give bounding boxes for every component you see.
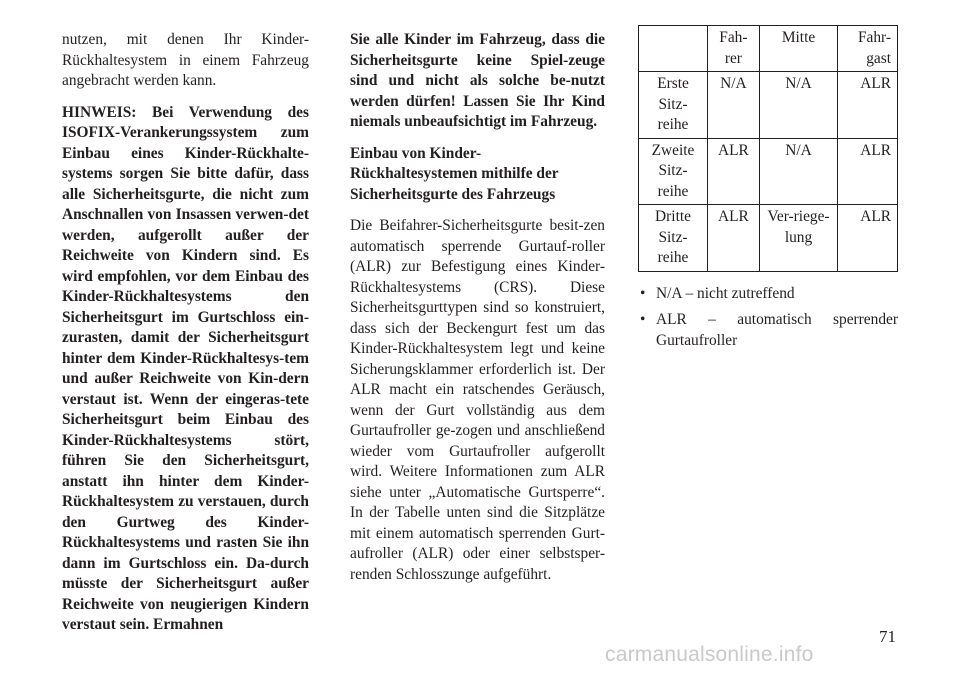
note-paragraph: HINWEIS: Bei Verwendung des ISOFIX-Verankerungssystem zum Einbau eines Kinder-Rückhalte-systems sorgen Sie bitte dafür, dass alle Sicherheitsgurte, die nicht zum Anschnallen von Insassen verwen-det werden, aufgerollt außer der Reichweite von Kindern sind. Es wird empfohlen, vor dem Einbau des Kinder-Rückhaltesystems den Sicherheitsgurt im Gurtschloss ein-zurasten, damit der Sicherheitsgurt hinter dem Kinder-Rückhaltesys-tem und außer Reichweite von Kin-dern verstaut ist. Wenn der eingeras-tete Sicherheitsgurt beim Einbau des Kinder-Rückhaltesystems stört, führen Sie den Sicherheitsgurt, anstatt ihn hinter dem Kinder-Rückhaltesystem zu verstauen, durch den Gurtweg des Kinder-Rückhaltesystems und rasten Sie ihn dann im Gurtschloss ein. Da-durch müsste der Sicherheitsgurt außer Reichweite von neugierigen Kindern verstaut sein. Ermahnen [62,103,309,633]
legend-list [638,284,898,352]
legend-text: ALR – automatisch sperrender Gurtaufroller [656,311,898,349]
table-cell: ALR [708,138,760,205]
table-row [639,205,898,272]
table-cell: ALR [838,72,898,139]
table-cell: ALR [838,138,898,205]
row-label-second: Zweite Sitz-reihe [639,138,708,205]
column-right [638,30,898,357]
table-header-middle: Mitte [759,26,837,72]
table-row [639,138,898,205]
warning-continuation: Sie alle Kinder im Fahrzeug, dass die Sicherheitsgurte keine Spiel-zeuge sind und nicht als solche be-nutzt werden dürfen! Lassen Sie Ihr Kind niemals unbeaufsichtigt im Fahrzeug. [350,31,605,130]
table-cell: ALR [708,205,760,272]
watermark-logo: carmanualsonline.info [605,643,814,666]
seat-position-table [638,25,898,272]
list-item [638,284,898,305]
bullet-icon: • [640,284,646,302]
legend-text: N/A – nicht zutreffend [656,284,795,302]
table-cell: N/A [759,72,837,139]
table-cell: N/A [708,72,760,139]
table-header-cell-empty [639,26,708,72]
table-cell: N/A [759,138,837,205]
intro-paragraph: nutzen, mit denen Ihr Kinder-Rückhaltesystem in einem Fahrzeug angebracht werden kann. [62,31,309,89]
section-heading: Einbau von Kinder-Rückhaltesystemen mithilfe der Sicherheitsgurte des Fahrzeugs [350,144,559,203]
table-cell: ALR [838,205,898,272]
table-header-driver: Fah-rer [708,26,760,72]
body-paragraph: Die Beifahrer-Sicherheitsgurte besit-zen automatisch sperrende Gurtauf-roller (ALR) zur Befestigung eines Kinder-Rückhaltesystems (CRS). Diese Sicherheitsgurttypen sind so konstruiert, dass sich der Beckengurt fest um das Kinder-Rückhaltesystem legt und keine Sicherungsklammer erforderlich ist. Der ALR macht ein ratschendes Geräusch, wenn der Gurt vollständig aus dem Gurtaufroller ge-zogen und anschließend wieder vom Gurtaufroller aufgerollt wird. Weitere Informationen zum ALR siehe unter „Automatische Gurtsperre“. In der Tabelle unten sind die Sitzplätze mit einem automatisch sperrenden Gurt-aufroller (ALR) oder einer selbstsper-renden Schlosszunge aufgeführt. [350,217,605,583]
page-number: 71 [879,627,896,646]
row-label-third: Dritte Sitz-reihe [639,205,708,272]
column-left [62,30,309,647]
table-header-passenger: Fahr-gast [838,26,898,72]
row-label-first: Erste Sitz-reihe [639,72,708,139]
column-middle [350,30,605,596]
list-item [638,310,898,351]
table-cell: Ver-riege-lung [759,205,837,272]
table-header-row [639,26,898,72]
table-row [639,72,898,139]
bullet-icon: • [640,311,646,328]
